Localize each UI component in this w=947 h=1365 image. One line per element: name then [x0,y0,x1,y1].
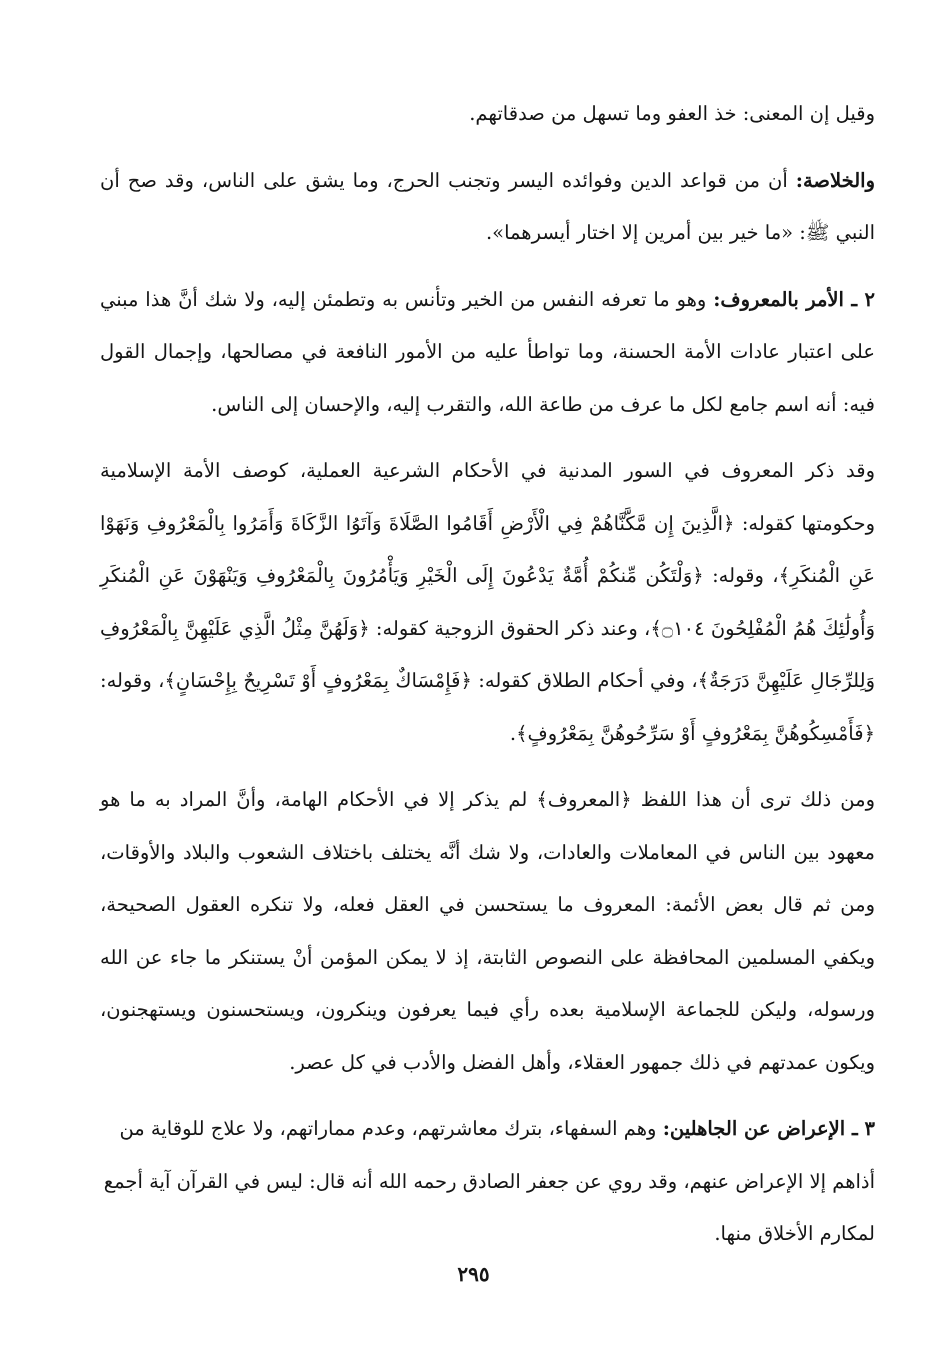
paragraph-5 [100,774,875,1089]
page-number: ٢٩٥ [457,1262,490,1286]
paragraph-1 [100,88,875,141]
paragraph-3-text: وهو ما تعرفه النفس من الخير وتأنس به وتطمئن إليه، ولا شك أنَّ هذا مبني على اعتبار عادات الأمة الحسنة، وما تواطأ عليه من الأمور النافعة في مصالحها، وإجمال القول فيه: أنه اسم جامع لكل ما عرف من طاعة الله، والتقرب إليه، والإحسان إلى الناس. [100,287,875,416]
paragraph-6-lead: ٣ ـ الإعراض عن الجاهلين: [662,1117,875,1140]
paragraph-6-text: وهم السفهاء، بترك معاشرتهم، وعدم مماراتهم، ولا علاج للوقاية من أذاهم إلا الإعراض عنهم، وقد روي عن جعفر الصادق رحمه الله أنه قال: ليس في القرآن آية أجمع لمكارم الأخلاق منها. [103,1117,875,1245]
paragraph-4 [100,445,875,760]
paragraph-1-text: وقيل إن المعنى: خذ العفو وما تسهل من صدقاتهم. [469,102,875,125]
paragraph-6 [100,1103,875,1261]
paragraph-4-text: وقد ذكر المعروف في السور المدنية في الأحكام الشرعية العملية، كوصف الأمة الإسلامية وحكومتها كقوله: ﴿الَّذِينَ إِن مَّكَّنَّاهُمْ فِي الْأَرْضِ أَقَامُوا الصَّلَاةَ وَآتَوُا الزَّكَاةَ وَأَمَرُوا بِالْمَعْرُوفِ وَنَهَوْا عَنِ الْمُنكَرِ﴾، وقوله: ﴿وَلْتَكُن مِّنكُمْ أُمَّةٌ يَدْعُونَ إِلَى الْخَيْرِ وَيَأْمُرُونَ بِالْمَعْرُوفِ وَيَنْهَوْنَ عَنِ الْمُنكَرِ وَأُولَٰئِكَ هُمُ الْمُفْلِحُونَ ۝١٠٤﴾، وعند ذكر الحقوق الزوجية كقوله: ﴿وَلَهُنَّ مِثْلُ الَّذِي عَلَيْهِنَّ بِالْمَعْرُوفِ وَلِلرِّجَالِ عَلَيْهِنَّ دَرَجَةٌ﴾، وفي أحكام الطلاق كقوله: ﴿فَإِمْسَاكٌ بِمَعْرُوفٍ أَوْ تَسْرِيحٌ بِإِحْسَانٍ﴾، وقوله: ﴿فَأَمْسِكُوهُنَّ بِمَعْرُوفٍ أَوْ سَرِّحُوهُنَّ بِمَعْرُوفٍ﴾. [100,459,875,745]
paragraph-2 [100,155,875,260]
paragraph-3-lead: ٢ ـ الأمر بالمعروف: [713,287,875,311]
page-body [100,88,875,1275]
paragraph-5-text: ومن ذلك ترى أن هذا اللفظ ﴿المعروف﴾ لم يذكر إلا في الأحكام الهامة، وأنَّ المراد به ما هو معهود بين الناس في المعاملات والعادات، ولا شك أنَّه يختلف باختلاف الشعوب والبلاد والأوقات، ومن ثم قال بعض الأئمة: المعروف ما يستحسن في العقل فعله، ولا تنكره العقول الصحيحة، ويكفي المسلمين المحافظة على النصوص الثابتة، إذ لا يمكن المؤمن أنْ يستنكر ما جاء عن الله ورسوله، وليكن للجماعة الإسلامية بعده رأي فيما يعرفون وينكرون، ويستحسنون ويستهجنون، ويكون عمدتهم في ذلك جمهور العقلاء، وأهل الفضل والأدب في كل عصر. [100,788,875,1074]
paragraph-3 [100,274,875,432]
paragraph-2-lead: والخلاصة: [795,168,875,192]
paragraph-2-text: أن من قواعد الدين وفوائده اليسر وتجنب الحرج، وما يشق على الناس، وقد صح أن النبي ﷺ: «ما خير بين أمرين إلا اختار أيسرهما». [100,168,875,244]
